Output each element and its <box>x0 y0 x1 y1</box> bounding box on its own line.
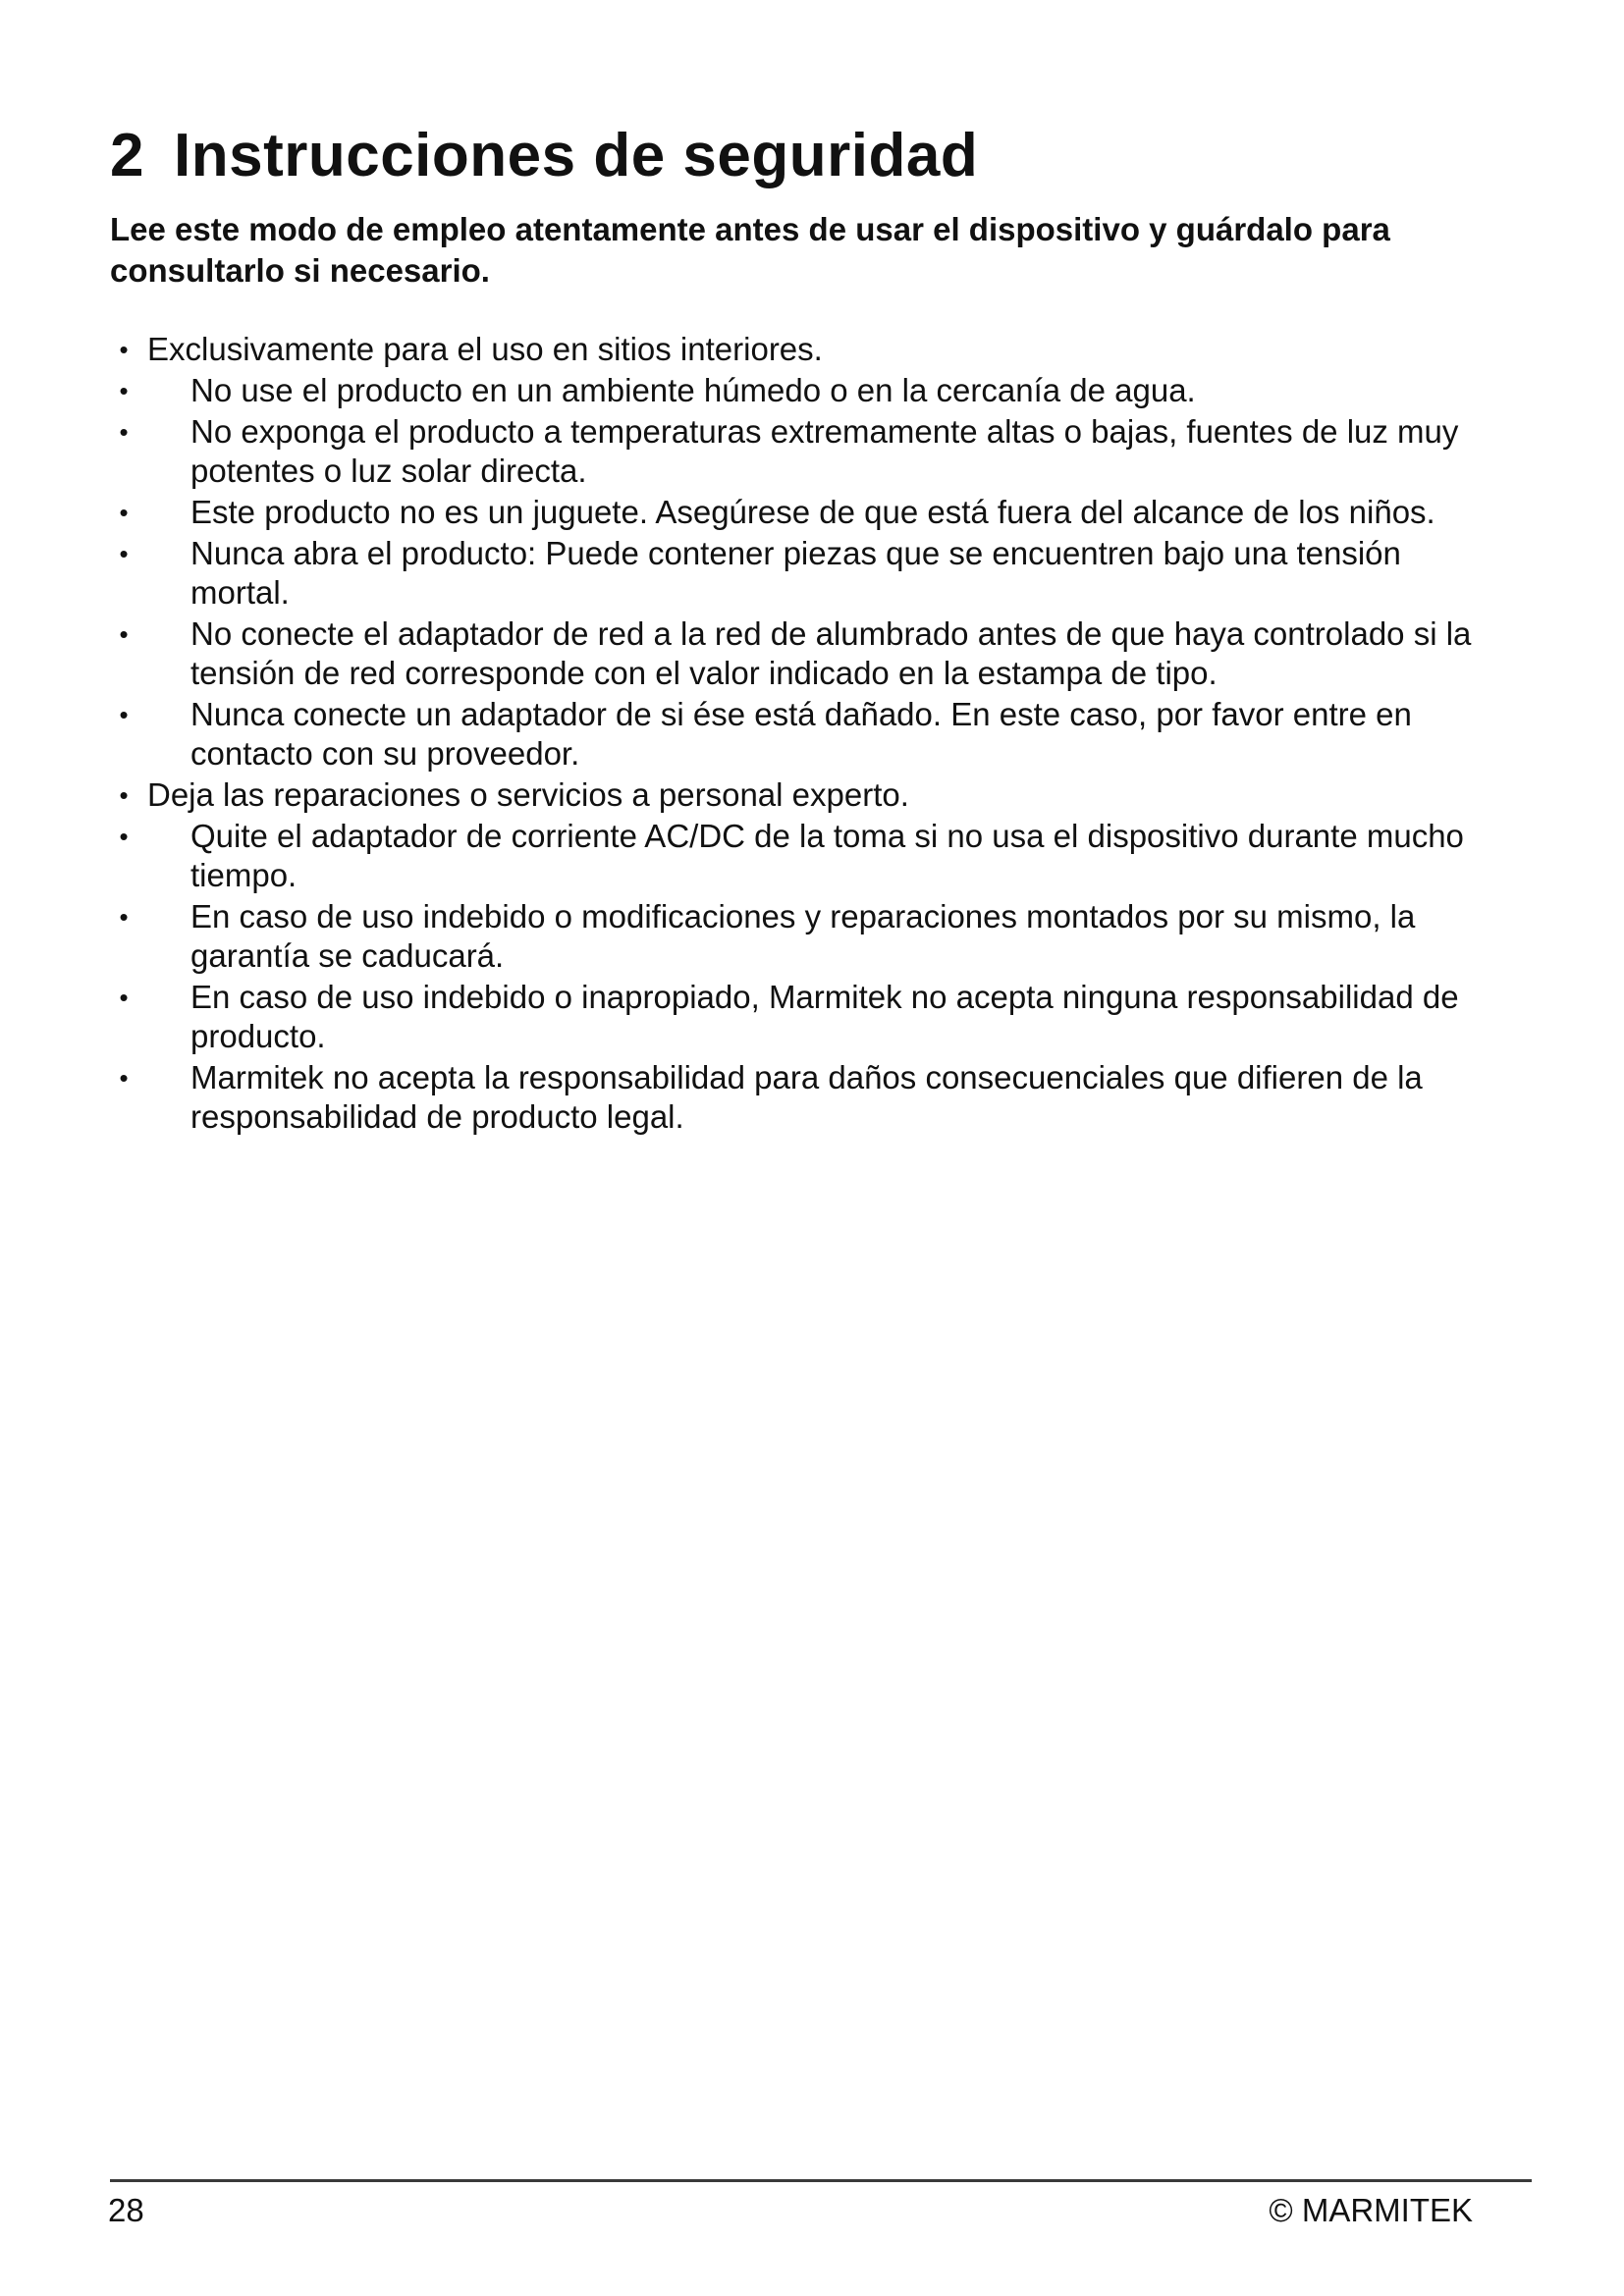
bullet-icon: • <box>119 376 129 405</box>
bullet-icon: • <box>119 498 129 527</box>
list-item-text: No use el producto en un ambiente húmedo o en la cercanía de agua. <box>190 372 1196 408</box>
intro-text: Lee este modo de empleo atentamente antes de usar el dispositivo y guárdalo para consultarlo si necesario. <box>110 211 1390 289</box>
bullet-icon: • <box>119 700 129 729</box>
list-item-text: No conecte el adaptador de red a la red de alumbrado antes de que haya controlado si la tensión de red corresponde con el valor indicado en la estampa de tipo. <box>190 615 1472 691</box>
copyright-notice: © MARMITEK <box>1269 2192 1473 2228</box>
list-item <box>110 695 1504 774</box>
footer-divider <box>110 2179 1532 2182</box>
list-item-text: En caso de uso indebido o modificaciones y reparaciones montados por su mismo, la garantía se caducará. <box>190 898 1416 974</box>
safety-instructions-list <box>110 330 1504 1139</box>
list-item <box>110 897 1504 976</box>
bullet-icon: • <box>119 822 129 851</box>
bullet-icon: • <box>119 619 129 649</box>
bullet-icon: • <box>119 539 129 568</box>
list-item-text: No exponga el producto a temperaturas extremamente altas o bajas, fuentes de luz muy potentes o luz solar directa. <box>190 413 1459 489</box>
list-item <box>110 371 1504 410</box>
section-number: 2 <box>110 122 144 189</box>
list-item-text: Quite el adaptador de corriente AC/DC de la toma si no usa el dispositivo durante mucho tiempo. <box>190 818 1464 893</box>
bullet-icon: • <box>119 902 129 932</box>
list-item-text: Exclusivamente para el uso en sitios interiores. <box>147 331 823 367</box>
list-item <box>110 978 1504 1056</box>
list-item <box>110 493 1504 532</box>
list-item-text: Nunca conecte un adaptador de si ése está dañado. En este caso, por favor entre en contacto con su proveedor. <box>190 696 1412 772</box>
list-item <box>110 534 1504 613</box>
list-item-text: En caso de uso indebido o inapropiado, Marmitek no acepta ninguna responsabilidad de producto. <box>190 979 1459 1054</box>
bullet-icon: • <box>119 983 129 1012</box>
bullet-icon: • <box>119 417 129 447</box>
list-item-text: Marmitek no acepta la responsabilidad para daños consecuenciales que difieren de la responsabilidad de producto legal. <box>190 1059 1423 1135</box>
list-item <box>110 817 1504 895</box>
bullet-icon: • <box>119 335 129 364</box>
list-item <box>110 775 1504 815</box>
list-item <box>110 412 1504 491</box>
list-item-text: Nunca abra el producto: Puede contener piezas que se encuentren bajo una tensión mortal. <box>190 535 1401 611</box>
list-item-text: Este producto no es un juguete. Asegúrese de que está fuera del alcance de los niños. <box>190 494 1435 530</box>
list-item <box>110 1058 1504 1137</box>
bullet-icon: • <box>119 1063 129 1093</box>
section-title: Instrucciones de seguridad <box>173 122 979 189</box>
list-item <box>110 330 1504 369</box>
page-number: 28 <box>108 2192 144 2228</box>
page-title <box>110 122 979 189</box>
bullet-icon: • <box>119 780 129 810</box>
list-item <box>110 614 1504 693</box>
list-item-text: Deja las reparaciones o servicios a personal experto. <box>147 776 909 813</box>
